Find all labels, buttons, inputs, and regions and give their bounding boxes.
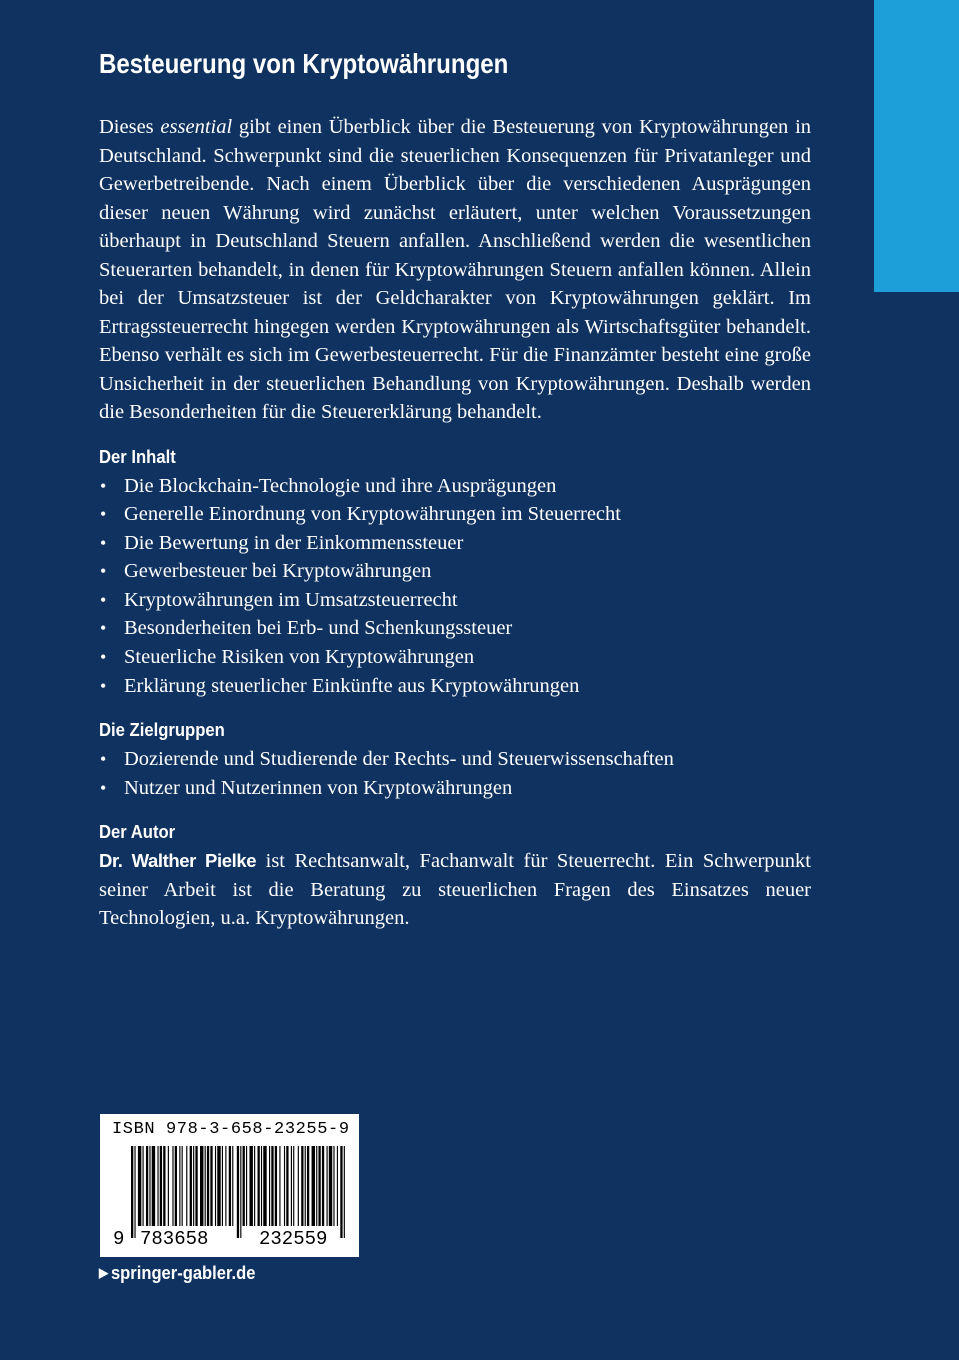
barcode-bar <box>217 1146 220 1226</box>
publisher-website[interactable] <box>99 1261 255 1285</box>
bullet-icon: • <box>100 589 107 610</box>
description-emphasis: essential <box>160 116 233 138</box>
list-item <box>99 745 811 774</box>
barcode-bar <box>333 1146 334 1226</box>
list-item-text: Besonderheiten bei Erb- und Schenkungssteuer <box>124 617 513 640</box>
barcode-bar <box>263 1146 266 1226</box>
barcode-bar <box>210 1146 212 1226</box>
barcode-bar <box>195 1146 197 1226</box>
barcode-left-digits: 783658 <box>140 1228 209 1250</box>
barcode-bar <box>157 1146 158 1226</box>
barcode-first-digit: 9 <box>113 1228 125 1250</box>
bullet-icon: • <box>100 504 107 525</box>
barcode-bar <box>131 1146 133 1238</box>
barcode-bar <box>298 1146 299 1226</box>
barcode-bar <box>344 1146 345 1238</box>
barcode-bar <box>329 1146 332 1226</box>
barcode-bar <box>246 1146 247 1226</box>
barcode-bar <box>146 1146 148 1226</box>
barcode-bar <box>163 1146 165 1226</box>
accent-bar <box>874 0 959 292</box>
list-item <box>99 472 811 501</box>
contents-list <box>99 472 811 701</box>
barcode-bar <box>327 1146 328 1226</box>
bullet-icon: • <box>100 777 107 798</box>
barcode-bar <box>179 1146 180 1226</box>
list-item <box>99 672 811 701</box>
barcode-bar <box>243 1146 245 1226</box>
barcode-bar <box>322 1146 324 1226</box>
barcode-bar <box>254 1146 255 1226</box>
barcode-bar <box>225 1146 226 1226</box>
bullet-icon: • <box>100 618 107 639</box>
list-item <box>99 500 811 529</box>
barcode-bar <box>337 1146 338 1226</box>
barcode-bar <box>293 1146 294 1226</box>
list-item <box>99 529 811 558</box>
list-item <box>99 586 811 615</box>
barcode-bar <box>207 1146 209 1226</box>
barcode-bar <box>229 1146 231 1226</box>
isbn-barcode <box>100 1114 359 1257</box>
play-arrow-icon: ▶ <box>99 1265 109 1280</box>
list-item <box>99 774 811 803</box>
barcode-bar <box>138 1146 141 1226</box>
bullet-icon: • <box>100 675 107 696</box>
barcode-bar <box>307 1146 309 1226</box>
barcode-bar <box>286 1146 288 1226</box>
bullet-icon: • <box>100 475 107 496</box>
bullet-icon: • <box>100 532 107 553</box>
list-item-text: Nutzer und Nutzerinnen von Kryptowährungen <box>124 776 513 799</box>
contents-heading: Der Inhalt <box>99 445 176 467</box>
barcode-bar <box>186 1146 187 1226</box>
list-item <box>99 557 811 586</box>
barcode-bar <box>134 1146 135 1238</box>
website-text: springer-gabler.de <box>110 1263 256 1283</box>
author-bio-text: ist Rechtsanwalt, Fachanwalt für Steuerrecht. Ein Schwerpunkt seiner Arbeit ist die Beratung zu steuerlichen Fragen des Einsatzes neuer Technologien, u.a. Kryptowährungen. <box>99 850 812 930</box>
barcode-bar <box>261 1146 262 1226</box>
barcode-bar <box>279 1146 280 1226</box>
book-title: Besteuerung von Kryptowährungen <box>99 48 509 79</box>
list-item <box>99 643 811 672</box>
barcode-bar <box>168 1146 169 1226</box>
list-item-text: Gewerbesteuer bei Kryptowährungen <box>124 560 432 583</box>
list-item-text: Die Blockchain-Technologie und ihre Ausprägungen <box>124 474 557 497</box>
barcode-bar <box>143 1146 144 1226</box>
barcode-bar <box>275 1146 277 1226</box>
barcode-bar <box>340 1146 342 1238</box>
barcode-bar <box>149 1146 150 1226</box>
barcode-bar <box>318 1146 320 1226</box>
barcode-bar <box>284 1146 285 1226</box>
barcode-bar <box>258 1146 260 1226</box>
author-name: Dr. Walther Pielke <box>99 850 257 872</box>
author-bio <box>99 847 811 933</box>
book-description <box>99 113 811 427</box>
isbn-label: ISBN 978-3-658-23255-9 <box>112 1120 350 1139</box>
list-item-text: Generelle Einordnung von Kryptowährungen im Steuerrecht <box>124 503 621 526</box>
barcode-bar <box>182 1146 183 1226</box>
barcode-bar <box>271 1146 273 1226</box>
barcode-bar <box>175 1146 177 1226</box>
barcode-bar <box>193 1146 194 1226</box>
barcode-bar <box>152 1146 155 1226</box>
list-item-text: Steuerliche Risiken von Kryptowährungen <box>124 646 475 669</box>
list-item-text: Kryptowährungen im Umsatzsteuerrecht <box>124 588 458 611</box>
list-item-text: Erklärung steuerlicher Einkünfte aus Kryptowährungen <box>124 674 580 697</box>
barcode-bar <box>215 1146 216 1226</box>
barcode-bar <box>200 1146 203 1226</box>
description-start: Dieses <box>99 116 161 138</box>
barcode-bar <box>232 1146 233 1226</box>
description-body: gibt einen Überblick über die Besteuerung von Kryptowährungen in Deutschland. Schwerpunkt sind die steuerlichen Konsequenzen für Privatanleger und Gewerbetreibende. Nach einem Überblick über die verschiedenen Ausprägungen dieser neuen Währung wird zunächst erläutert, unter welchen Voraussetzungen überhaupt in Deutschland Steuern anfallen. Anschließend werden die wesentlichen Steuerarten behandelt, in denen für Kryptowährungen Steuern anfallen können. Allein bei der Umsatzsteuer ist der Geldcharakter von Kryptowährungen geklärt. Im Ertragssteuerrecht hingegen werden Kryptowährungen als Wirtschaftsgüter behandelt. Ebenso verhält es sich im Gewerbesteuerrecht. Für die Finanzämter besteht eine große Unsicherheit in der steuerlichen Behandlung von Kryptowährungen. Deshalb werden die Besonderheiten für die Steuererklärung behandelt. <box>99 116 812 423</box>
barcode-bar <box>160 1146 162 1226</box>
barcode-bar <box>269 1146 270 1226</box>
barcode-bar <box>316 1146 317 1226</box>
list-item-text: Die Bewertung in der Einkommenssteuer <box>124 531 464 554</box>
barcode-bar <box>172 1146 173 1226</box>
bullet-icon: • <box>100 561 107 582</box>
barcode-bar <box>222 1146 223 1226</box>
author-heading: Der Autor <box>99 821 176 843</box>
list-item-text: Dozierende und Studierende der Rechts- und Steuerwissenschaften <box>124 748 674 771</box>
barcode-bar <box>301 1146 303 1226</box>
list-item <box>99 614 811 643</box>
barcode-bar <box>305 1146 306 1226</box>
barcode-bar <box>237 1146 239 1238</box>
barcode-bar <box>312 1146 315 1226</box>
audience-list <box>99 745 811 802</box>
barcode-bar <box>249 1146 252 1226</box>
barcode-bar <box>205 1146 206 1226</box>
barcode-right-digits: 232559 <box>259 1228 328 1250</box>
audience-heading: Die Zielgruppen <box>99 719 225 741</box>
barcode-bar <box>240 1146 241 1238</box>
bullet-icon: • <box>100 749 107 770</box>
back-cover-content <box>99 40 811 933</box>
bullet-icon: • <box>100 647 107 668</box>
barcode-bar <box>190 1146 192 1226</box>
barcode-bar <box>291 1146 292 1226</box>
